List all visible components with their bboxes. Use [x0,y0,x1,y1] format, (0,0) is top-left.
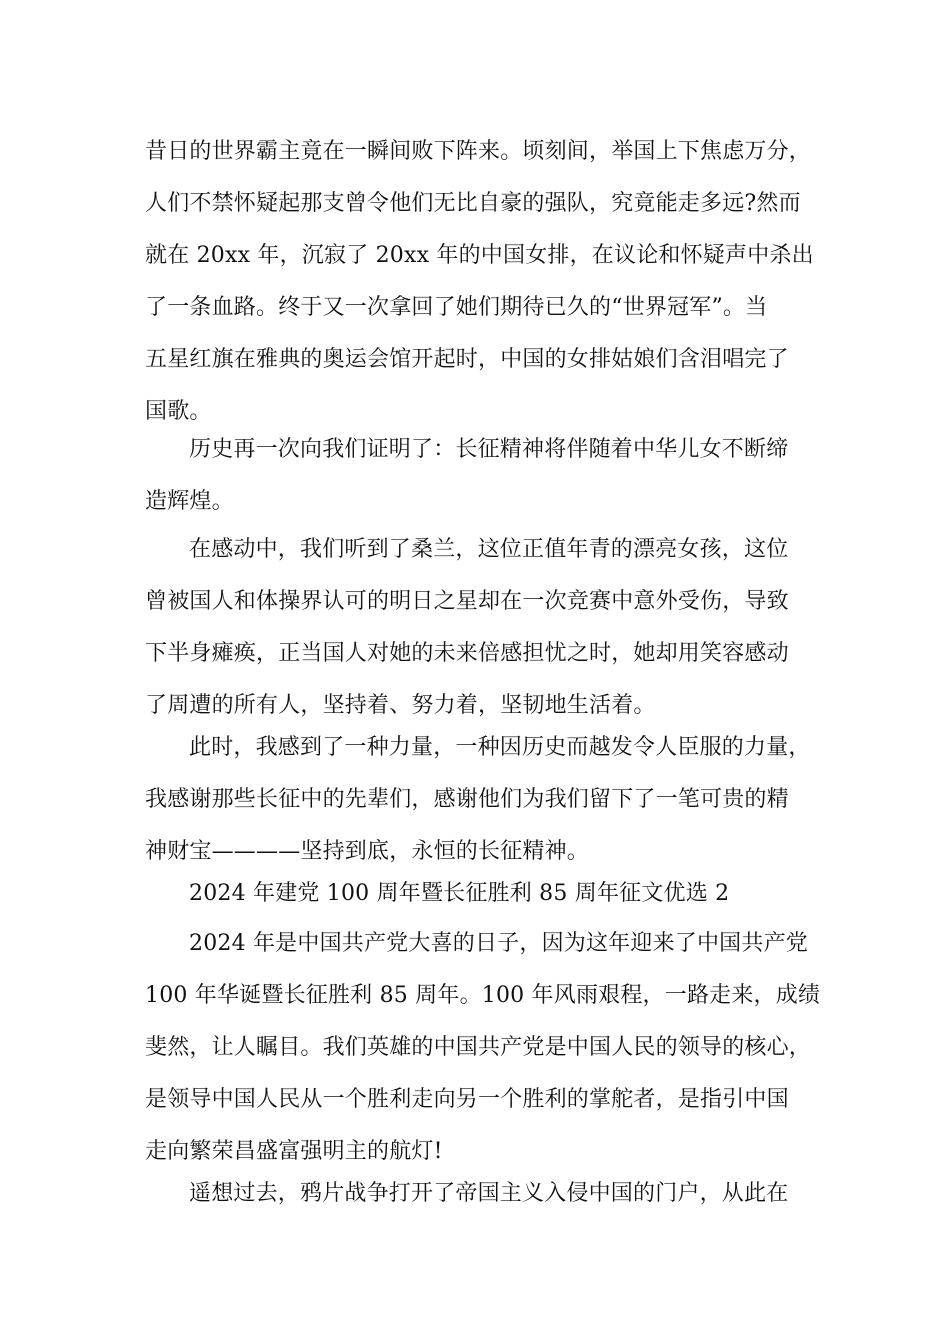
text-line: 曾被国人和体操界认可的明日之星却在一次竞赛中意外受伤，导致 [145,589,789,614]
paragraph-history [145,424,815,528]
text-line: 斐然，让人瞩目。我们英雄的中国共产党是中国人民的领导的核心， [145,1035,812,1060]
paragraph-strength [145,722,815,878]
paragraph-past [145,1168,815,1220]
text-line: 人们不禁怀疑起那支曾令他们无比自豪的强队，究竟能走多远?然而 [145,191,801,216]
text-line: 历史再一次向我们证明了：长征精神将伴随着中华儿女不断缔 [189,437,789,462]
text-line: 就在 20xx 年，沉寂了 20xx 年的中国女排，在议论和怀疑声中杀出 [145,243,814,268]
text-line: 了周遭的所有人，坚持着、努力着，坚韧地生活着。 [145,693,656,718]
paragraph-party [145,918,821,1178]
text-line: 下半身瘫痪，正当国人对她的未来倍感担忧之时，她却用笑容感动 [145,641,789,666]
text-line: 国歌。 [145,399,212,424]
text-line: 100 年华诞暨长征胜利 85 周年。100 年风雨艰程，一路走来，成绩 [145,983,821,1008]
text-line: 昔日的世界霸主竟在一瞬间败下阵来。顷刻间，举国上下焦虑万分， [145,139,812,164]
text-line: 遥想过去，鸦片战争打开了帝国主义入侵中国的门户，从此在 [189,1181,789,1206]
text-line: 在感动中，我们听到了桑兰，这位正值年青的漂亮女孩，这位 [189,537,789,562]
text-line: 神财宝————坚持到底，永恒的长征精神。 [145,839,590,864]
text-line: 2024 年是中国共产党大喜的日子，因为这年迎来了中国共产党 [189,931,808,956]
paragraph-volleyball [145,126,815,438]
text-line: 是领导中国人民从一个胜利走向另一个胜利的掌舵者，是指引中国 [145,1087,789,1112]
text-line: 了一条血路。终于又一次拿回了她们期待已久的“世界冠军”。当 [145,295,768,320]
text-line: 我感谢那些长征中的先辈们，感谢他们为我们留下了一笔可贵的精 [145,787,789,812]
section-title [145,868,815,920]
section-title-text: 2024 年建党 100 周年暨长征胜利 85 周年征文优选 2 [189,881,730,906]
text-line: 五星红旗在雅典的奥运会馆开起时，中国的女排姑娘们含泪唱完了 [145,347,789,372]
text-line: 此时，我感到了一种力量，一种因历史而越发令人臣服的力量， [189,735,811,760]
text-line: 走向繁荣昌盛富强明主的航灯! [145,1139,443,1164]
paragraph-sanglan [145,524,815,732]
text-line: 造辉煌。 [145,489,234,514]
